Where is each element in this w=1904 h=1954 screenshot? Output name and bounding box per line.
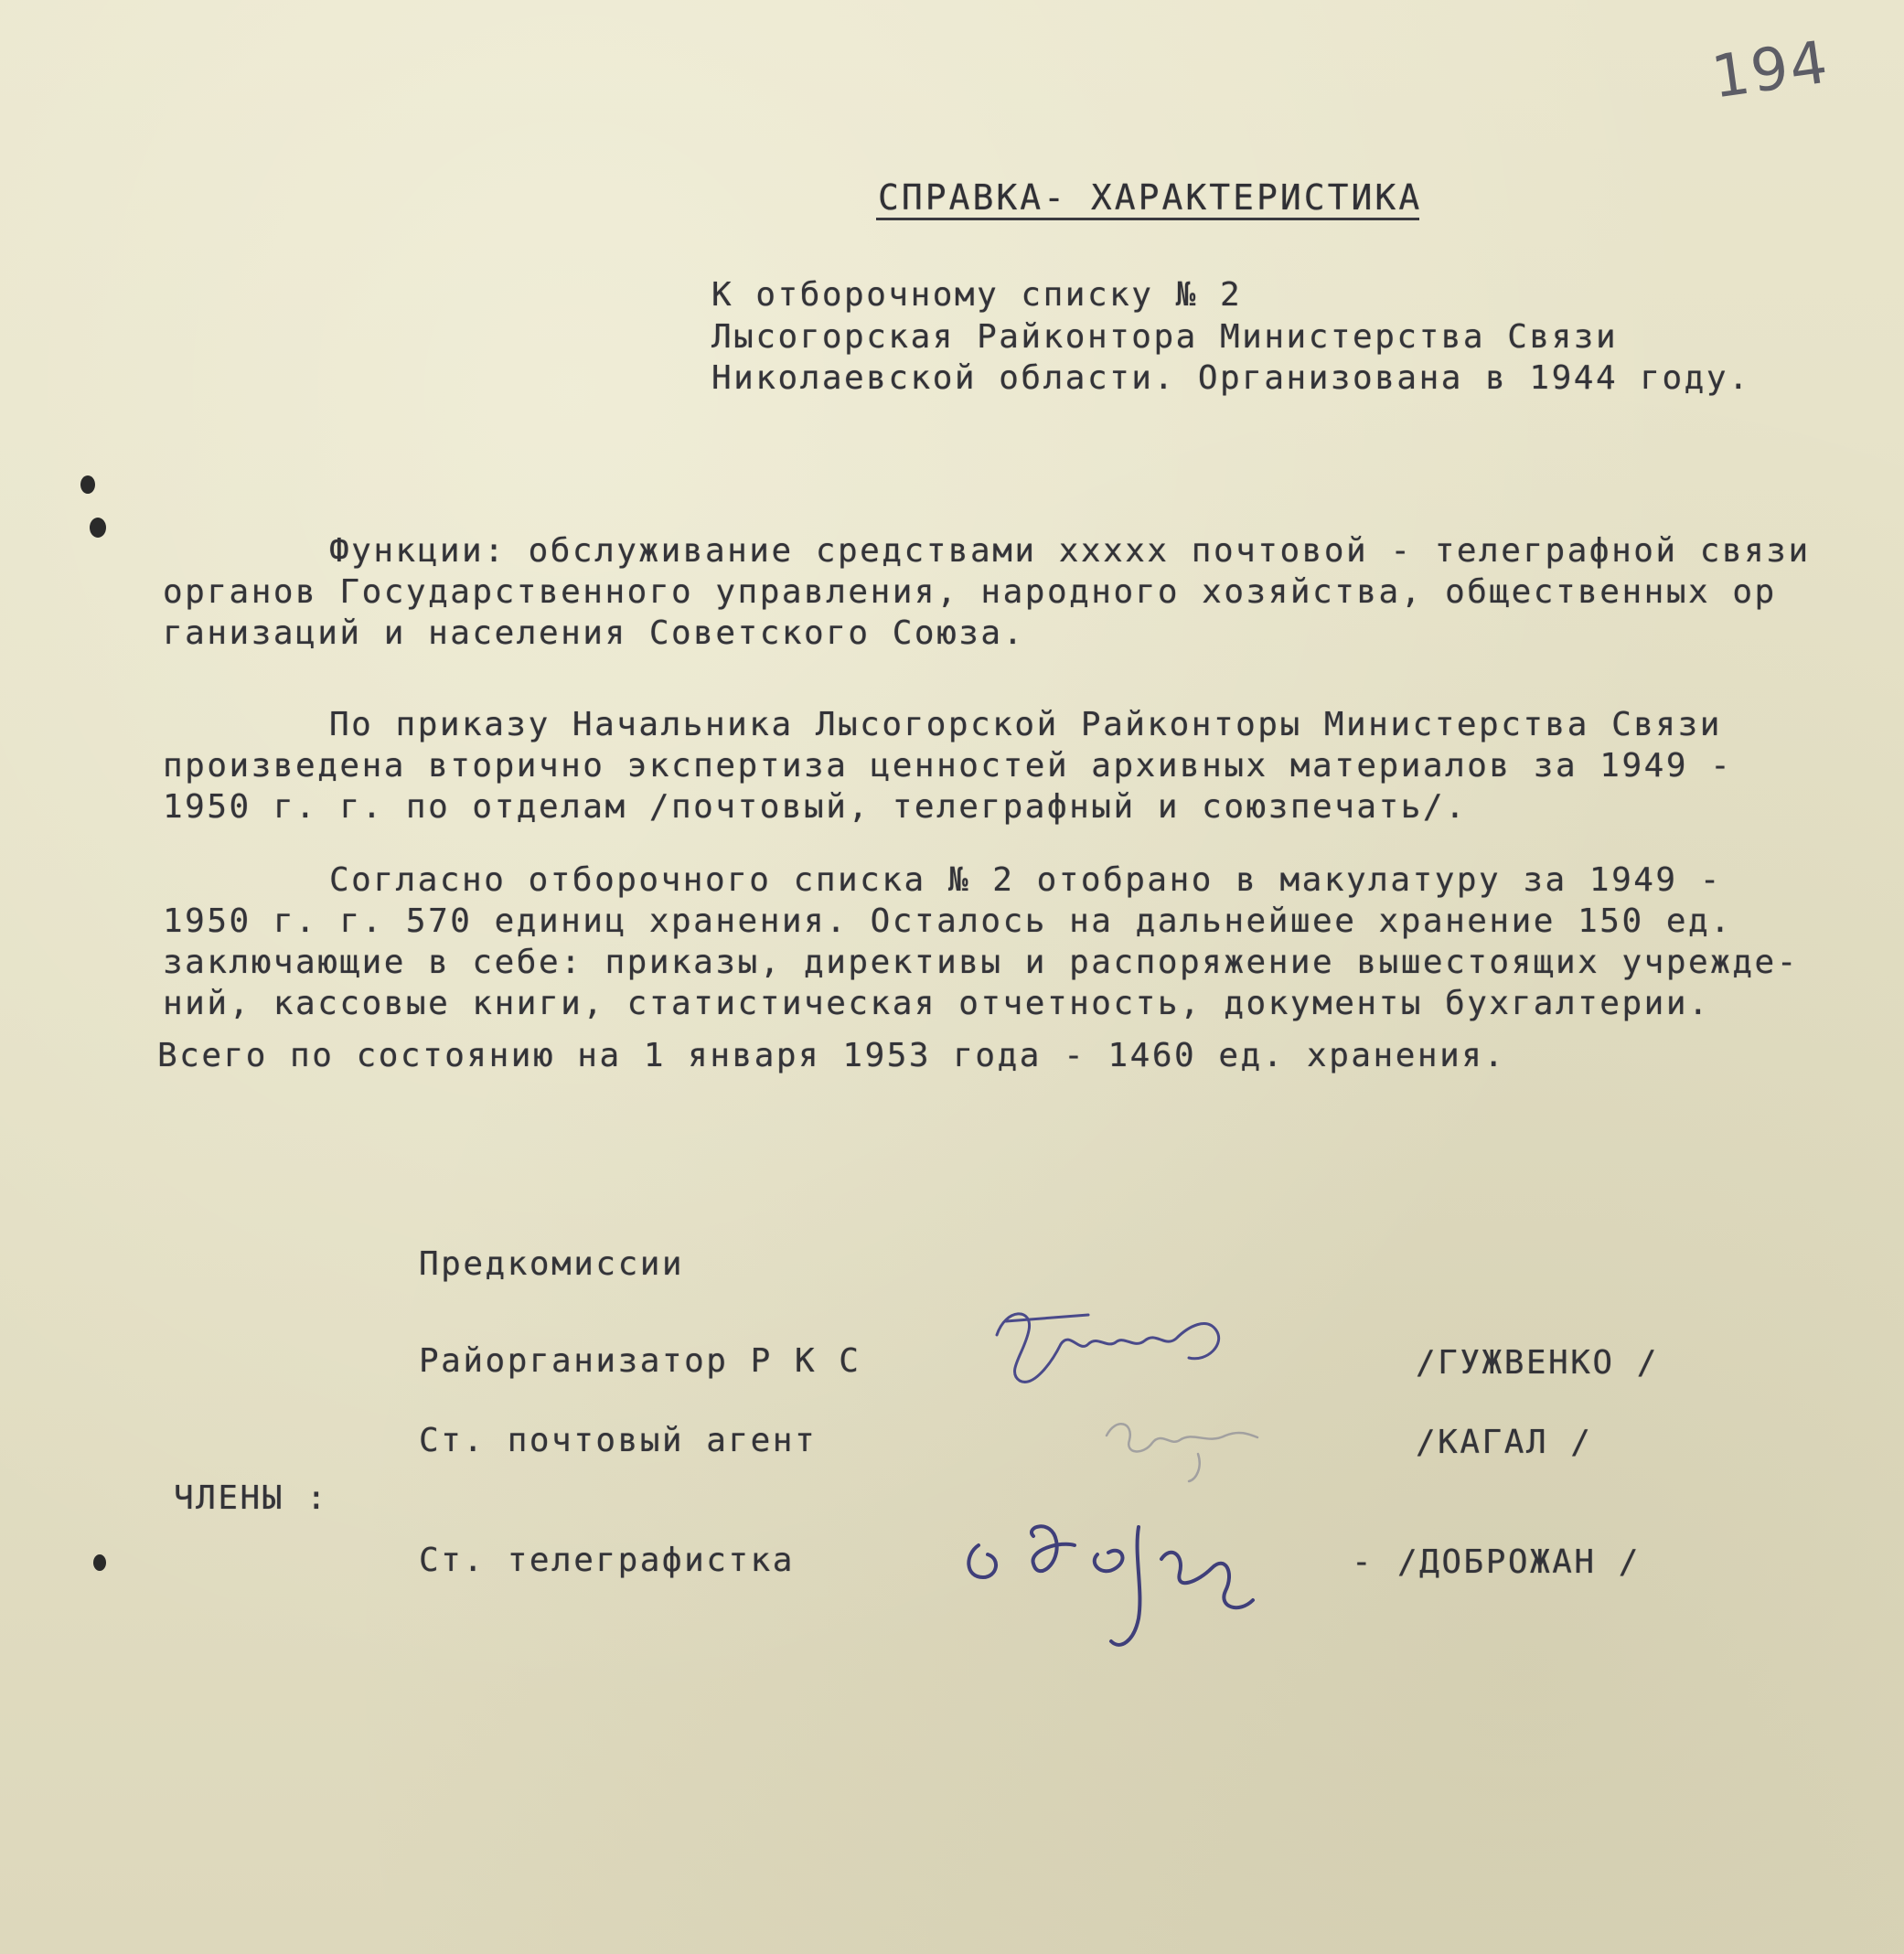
functions-line-3: ганизаций и населения Советского Союза. <box>163 614 1025 652</box>
name-dobrozhan: /ДОБРОЖАН / <box>1397 1543 1641 1581</box>
list-line-1: Согласно отборочного списка № 2 отобрано в макулатуру за 1949 - <box>329 861 1722 899</box>
header-line-3: Николаевской области. Организована в 1944 году. <box>711 359 1751 397</box>
list-line-3: заключающие в себе: приказы, директивы и распоряжение вышестоящих учрежде- <box>163 944 1799 981</box>
total-line: Всего по состоянию на 1 января 1953 года - 1460 ед. хранения. <box>157 1037 1506 1074</box>
punch-hole-middle <box>90 518 106 538</box>
signature-dobrozhan <box>951 1490 1353 1673</box>
header-line-1: К отборочному списку № 2 <box>711 276 1243 314</box>
signature-kagal <box>1088 1390 1271 1490</box>
list-line-2: 1950 г. г. 570 единиц хранения. Осталось на дальнейшее хранение 150 ед. <box>163 902 1733 940</box>
functions-line-1: Функции: обслуживание средствами xxxxx почтовой - телеграфной связи <box>329 532 1811 570</box>
members-label: ЧЛЕНЫ : <box>174 1479 329 1517</box>
signature-dash: - <box>1352 1543 1375 1581</box>
name-guzhvenko: /ГУЖВЕНКО / <box>1416 1344 1659 1382</box>
list-line-4: ний, кассовые книги, статистическая отчетность, документы бухгалтерии. <box>163 985 1711 1022</box>
name-kagal: /КАГАЛ / <box>1416 1424 1593 1461</box>
signature-guzhvenko <box>979 1289 1280 1399</box>
position-rks-organizer: Райорганизатор Р К С <box>419 1342 861 1380</box>
chair-label: Предкомиссии <box>419 1245 685 1283</box>
document-title: СПРАВКА- ХАРАКТЕРИСТИКА <box>878 177 1423 218</box>
position-postal-agent: Ст. почтовый агент <box>419 1422 818 1459</box>
archive-page-number: 194 <box>1707 28 1834 112</box>
order-line-1: По приказу Начальника Лысогорской Райконторы Министерства Связи <box>329 706 1722 743</box>
punch-hole-bottom <box>93 1554 106 1571</box>
header-line-2: Лысогорская Райконтора Министерства Связи <box>711 318 1619 356</box>
position-telegraphist: Ст. телеграфистка <box>419 1542 795 1579</box>
title-underline <box>876 218 1419 220</box>
punch-hole-top <box>80 475 95 494</box>
order-line-3: 1950 г. г. по отделам /почтовый, телеграфный и союзпечать/. <box>163 788 1468 826</box>
functions-line-2: органов Государственного управления, народного хозяйства, общественных ор <box>163 573 1777 611</box>
order-line-2: произведена вторично экспертиза ценностей архивных материалов за 1949 - <box>163 747 1733 785</box>
